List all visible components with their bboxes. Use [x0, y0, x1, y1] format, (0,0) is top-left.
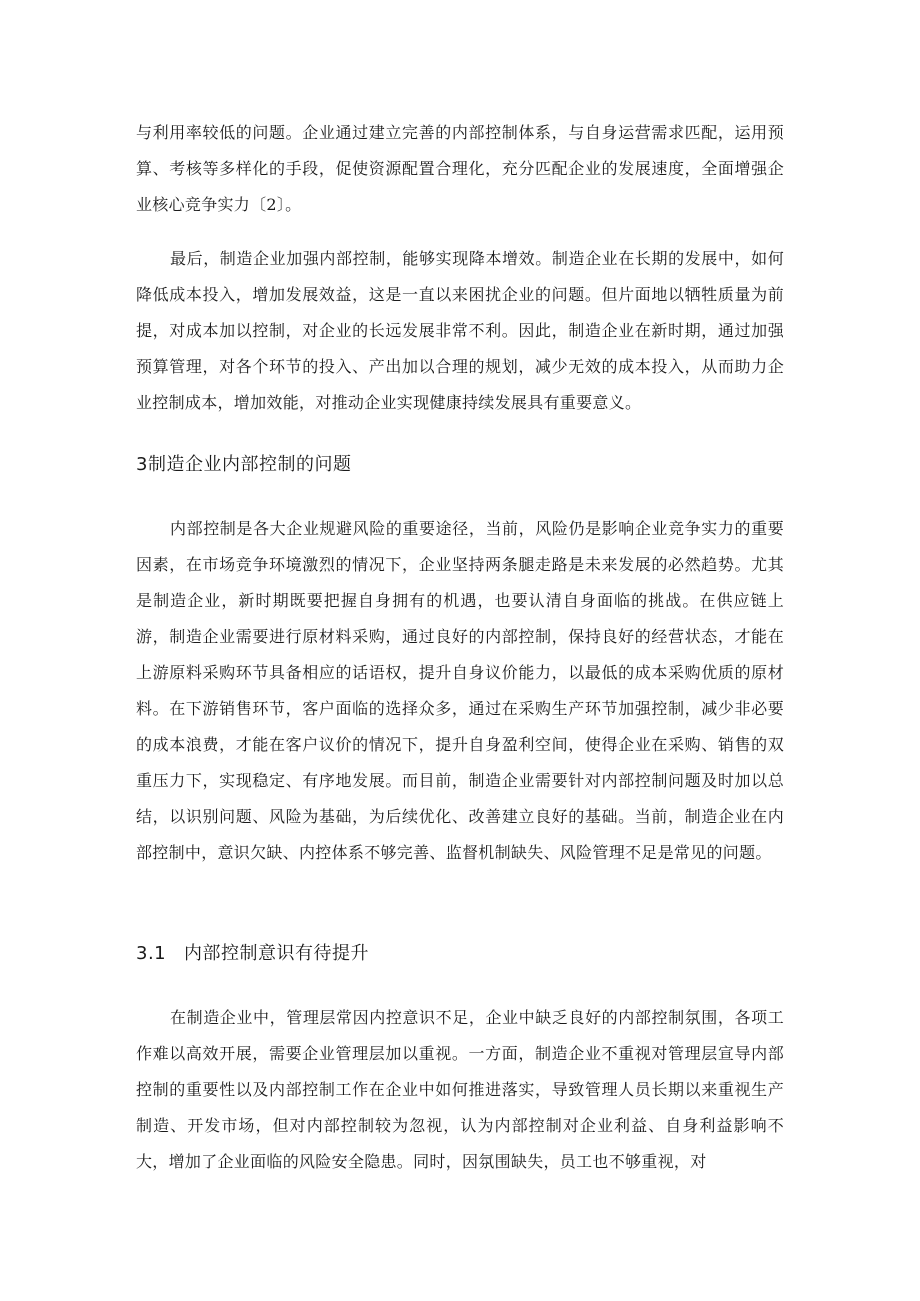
section-title: 制造企业内部控制的问题: [147, 454, 352, 475]
paragraph-cost-reduction: 最后，制造企业加强内部控制，能够实现降本增效。制造企业在长期的发展中，如何降低成本投入，增加发展效益，这是一直以来困扰企业的问题。但片面地以牺牲质量为前提，对成本加以控制，对企业的长远发展非常不利。因此，制造企业在新时期，通过加强预算管理，对各个环节的投入、产出加以合理的规划，减少无效的成本投入，从而助力企业控制成本，增加效能，对推动企业实现健康持续发展具有重要意义。: [136, 249, 784, 412]
section-number: 3.1: [136, 943, 167, 964]
section-heading-3: [136, 450, 784, 480]
paragraph-internal-control-risk: 内部控制是各大企业规避风险的重要途径，当前，风险仍是影响企业竞争实力的重要因素，在市场竞争环境激烈的情况下，企业坚持两条腿走路是未来发展的必然趋势。尤其是制造企业，新时期既要把握自身拥有的机遇，也要认清自身面临的挑战。在供应链上游，制造企业需要进行原材料采购，通过良好的内部控制，保持良好的经营状态，才能在上游原料采购环节具备相应的话语权，提升自身议价能力，以最低的成本采购优质的原材料。在下游销售环节，客户面临的选择众多，通过在采购生产环节加强控制，减少非必要的成本浪费，才能在客户议价的情况下，提升自身盈利空间，使得企业在采购、销售的双重压力下，实现稳定、有序地发展。而目前，制造企业需要针对内部控制问题及时加以总结，以识别问题、风险为基础，为后续优化、改善建立良好的基础。当前，制造企业在内部控制中，意识欠缺、内控体系不够完善、监督机制缺失、风险管理不足是常见的问题。: [136, 519, 784, 862]
paragraph-awareness: 在制造企业中，管理层常因内控意识不足，企业中缺乏良好的内部控制氛围，各项工作难以高效开展，需要企业管理层加以重视。一方面，制造企业不重视对管理层宣导内部控制的重要性以及内部控制工作在企业中如何推进落实，导致管理人员长期以来重视生产制造、开发市场，但对内部控制较为忽视，认为内部控制对企业利益、自身利益影响不大，增加了企业面临的风险安全隐患。同时，因氛围缺失，员工也不够重视，对: [136, 1008, 784, 1171]
paragraph-continuation: 与利用率较低的问题。企业通过建立完善的内部控制体系，与自身运营需求匹配，运用预算、考核等多样化的手段，促使资源配置合理化，充分匹配企业的发展速度，全面增强企业核心竞争实力〔2〕。: [136, 123, 784, 214]
section-title: 内部控制意识有待提升: [184, 943, 369, 964]
section-number: 3: [136, 454, 148, 475]
section-heading-3-1: [136, 939, 784, 969]
